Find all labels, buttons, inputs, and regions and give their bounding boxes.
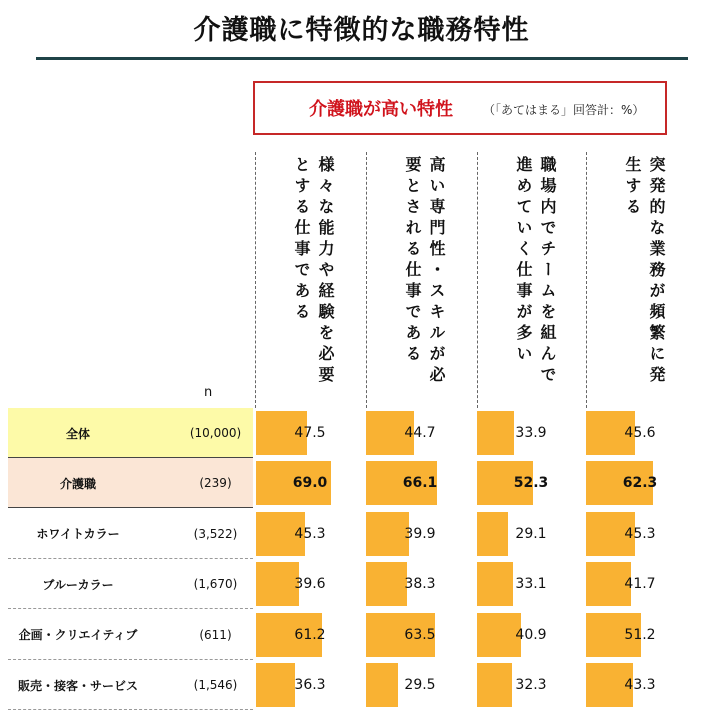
data-label: 44.7 <box>404 425 436 441</box>
row-n: (3,522) <box>193 526 238 541</box>
column-header-text: 職場内でチームを組んで進めていく仕事が多い <box>514 156 557 387</box>
bar-cell <box>586 562 694 606</box>
highlight-note: （「あてはまる」回答計：%） <box>483 103 645 117</box>
bar-cell <box>256 512 364 556</box>
column-header-text: 突発的な業務が頻繁に発生する <box>623 156 666 387</box>
data-label: 29.5 <box>404 677 436 693</box>
bar-cell <box>256 461 364 505</box>
row-category: 販売・接客・サービス <box>17 678 138 693</box>
data-label: 40.9 <box>515 626 547 643</box>
data-label: 45.6 <box>624 425 656 441</box>
data-label: 38.3 <box>404 576 436 593</box>
bar-cell <box>586 411 694 455</box>
data-label: 39.6 <box>294 576 326 593</box>
table-row <box>8 660 688 710</box>
bar-cell <box>586 613 694 657</box>
data-label: 43.3 <box>624 677 656 693</box>
data-label: 61.2 <box>294 626 326 643</box>
column-header-text: 様々な能力や経験を必要とする仕事である <box>292 156 335 387</box>
bar-cell <box>366 461 474 505</box>
table-row <box>8 610 688 660</box>
bar-cell <box>477 663 585 707</box>
row-n: (10,000) <box>189 426 242 440</box>
data-label: 66.1 <box>402 475 438 492</box>
column-header-4 <box>586 152 696 408</box>
table-row <box>8 559 688 609</box>
page-title: 介護職に特徴的な職務特性 <box>193 15 530 46</box>
data-label: 47.5 <box>294 425 326 441</box>
bar-cell <box>366 512 474 556</box>
bar-cell <box>477 411 585 455</box>
table-row <box>8 408 688 458</box>
data-label: 62.3 <box>622 475 658 492</box>
bar-cell <box>366 663 474 707</box>
highlight-label: 介護職が高い特性 <box>309 99 453 120</box>
data-label: 29.1 <box>515 525 547 542</box>
row-category: ブルーカラー <box>42 577 114 592</box>
n-header: n <box>204 385 213 400</box>
data-label: 45.3 <box>624 525 656 542</box>
column-header-1 <box>255 152 365 408</box>
bar-cell <box>366 613 474 657</box>
data-label: 36.3 <box>294 677 326 693</box>
column-divider <box>586 152 587 408</box>
data-label: 39.9 <box>404 525 436 542</box>
column-divider <box>255 152 256 408</box>
row-n: (1,670) <box>193 577 238 592</box>
highlight-box <box>253 81 667 135</box>
data-label: 69.0 <box>292 475 328 492</box>
table-row <box>8 509 688 559</box>
bar-cell <box>366 562 474 606</box>
row-category: 全体 <box>8 408 148 458</box>
row-category: ホワイトカラー <box>36 527 120 542</box>
data-label: 41.7 <box>624 576 656 593</box>
data-label: 52.3 <box>513 475 549 492</box>
row-n: (1,546) <box>193 678 238 692</box>
title-underline <box>36 57 688 60</box>
bar-cell <box>256 562 364 606</box>
column-header-2 <box>366 152 476 408</box>
bar-cell <box>477 562 585 606</box>
bar-cell <box>586 512 694 556</box>
bar-cell <box>586 663 694 707</box>
bar-cell <box>366 411 474 455</box>
row-category: 介護職 <box>8 458 148 508</box>
bar-cell <box>256 663 364 707</box>
bar-cell <box>256 411 364 455</box>
bar-cell <box>477 512 585 556</box>
column-header-text: 高い専門性・スキルが必要とされる仕事である <box>403 156 446 387</box>
row-n: (239) <box>199 476 232 491</box>
column-divider <box>366 152 367 408</box>
bar-cell <box>586 461 694 505</box>
bar-cell <box>477 461 585 505</box>
row-n: (611) <box>199 627 232 642</box>
bar-cell <box>477 613 585 657</box>
data-label: 63.5 <box>404 626 436 643</box>
bar-cell <box>256 613 364 657</box>
column-divider <box>477 152 478 408</box>
data-label: 51.2 <box>624 626 656 643</box>
data-label: 45.3 <box>294 525 326 542</box>
data-label: 33.9 <box>515 425 547 441</box>
data-label: 33.1 <box>515 576 547 593</box>
data-label: 32.3 <box>515 677 547 693</box>
table-row <box>8 458 688 508</box>
row-category: 企画・クリエイティブ <box>18 628 138 643</box>
column-header-3 <box>477 152 587 408</box>
